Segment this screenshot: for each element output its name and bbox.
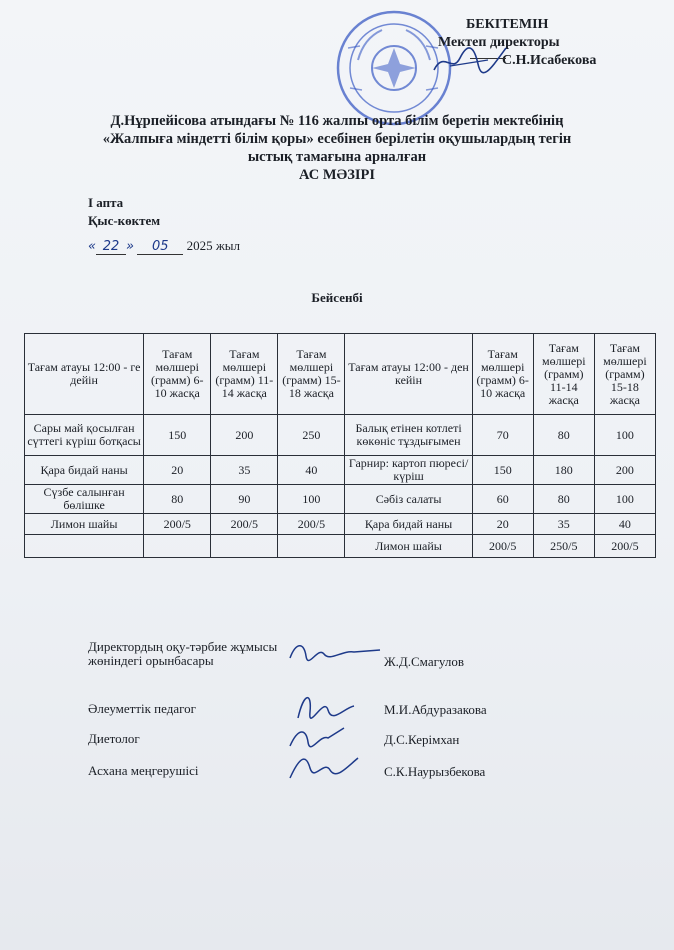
signature-role <box>88 640 277 668</box>
table-cell: 200/5 <box>594 535 655 558</box>
signature-name: М.И.Абдуразакова <box>384 702 487 717</box>
table-cell: 40 <box>594 514 655 535</box>
header-cell: Тағам мөлшері (грамм) 6-10 жасқа <box>144 334 211 415</box>
table-cell: 200 <box>211 415 278 456</box>
table-cell: Сары май қосылған сүттегі күріш ботқасы <box>25 415 144 456</box>
director-signature-icon <box>430 40 510 80</box>
table-cell: 80 <box>144 485 211 514</box>
signature-role <box>88 732 140 746</box>
signature-name: Д.С.Керімхан <box>384 732 460 747</box>
table-cell: 40 <box>278 456 345 485</box>
title-line-4: АС МӘЗІРІ <box>298 167 376 183</box>
signature-icon <box>284 636 384 670</box>
table-cell <box>211 535 278 558</box>
table-cell: 250/5 <box>533 535 594 558</box>
header-cell: Тағам атауы 12:00 - ге дейін <box>25 334 144 415</box>
table-cell <box>25 535 144 558</box>
document-title <box>40 112 634 184</box>
table-row <box>25 535 656 558</box>
table-cell: 90 <box>211 485 278 514</box>
approval-name: С.Н.Исабекова <box>502 53 597 68</box>
week-label: І апта <box>88 195 124 210</box>
approval-heading: БЕКІТЕМІН <box>466 17 549 32</box>
title-line-3: ыстық тамағына арналған <box>247 149 427 165</box>
season-label: Қыс-көктем <box>88 213 161 228</box>
title-line-2: «Жалпыға міндетті білім қоры» есебінен берілетін оқушылардың тегін <box>102 131 572 147</box>
header-cell: Тағам атауы 12:00 - ден кейін <box>345 334 472 415</box>
table-cell <box>144 535 211 558</box>
table-cell: 80 <box>533 485 594 514</box>
date-day: 22 <box>96 239 126 255</box>
header-cell: Тағам мөлшері (грамм) 6-10 жасқа <box>472 334 533 415</box>
header-cell: Тағам мөлшері (грамм) 15-18 жасқа <box>278 334 345 415</box>
menu-meta <box>88 194 160 230</box>
table-cell: Лимон шайы <box>25 514 144 535</box>
table-row <box>25 514 656 535</box>
signature-role-line: Диетолог <box>88 731 140 746</box>
table-row <box>25 485 656 514</box>
table-cell: 200 <box>594 456 655 485</box>
date-year: 2025 <box>186 238 213 253</box>
table-cell: Қара бидай наны <box>25 456 144 485</box>
table-cell: 250 <box>278 415 345 456</box>
menu-table <box>24 333 656 558</box>
header-cell: Тағам мөлшері (грамм) 15-18 жасқа <box>594 334 655 415</box>
table-cell: 80 <box>533 415 594 456</box>
table-cell: Сәбіз салаты <box>345 485 472 514</box>
table-cell: 150 <box>472 456 533 485</box>
table-cell: 70 <box>472 415 533 456</box>
signature-role-line: Әлеуметтік педагог <box>88 701 196 716</box>
table-cell: Қара бидай наны <box>345 514 472 535</box>
table-cell <box>278 535 345 558</box>
signature-icon <box>284 722 354 752</box>
header-cell: Тағам мөлшері (грамм) 11-14 жасқа <box>533 334 594 415</box>
table-cell: 100 <box>278 485 345 514</box>
table-cell: 100 <box>594 485 655 514</box>
table-row <box>25 456 656 485</box>
table-cell: Сүзбе салынған бөлішке <box>25 485 144 514</box>
table-cell: 20 <box>472 514 533 535</box>
signature-role <box>88 702 196 716</box>
table-header-row <box>25 334 656 415</box>
table-cell: 200/5 <box>211 514 278 535</box>
date-suffix: жыл <box>215 238 241 253</box>
title-line-1: Д.Нұрпейісова атындағы № 116 жалпы орта білім беретін мектебінің <box>110 113 564 129</box>
date-line <box>88 238 240 255</box>
table-cell: Балық етінен котлеті көкөніс тұздығымен <box>345 415 472 456</box>
table-cell: 150 <box>144 415 211 456</box>
date-open-quote: « <box>88 239 97 254</box>
date-month: 05 <box>137 239 183 255</box>
signature-role <box>88 764 198 778</box>
table-cell: 20 <box>144 456 211 485</box>
table-row <box>25 415 656 456</box>
table-cell: Гарнир: картоп пюресі/ күріш <box>345 456 472 485</box>
approval-position: Мектеп директоры <box>438 35 560 50</box>
date-close-quote: » <box>126 239 135 254</box>
signature-name: С.К.Наурызбекова <box>384 764 486 779</box>
table-cell: 200/5 <box>472 535 533 558</box>
signature-role-line: Директордың оқу-тәрбие жұмысы <box>88 639 278 654</box>
table-cell: 180 <box>533 456 594 485</box>
signature-name: Ж.Д.Смагулов <box>384 654 464 669</box>
table-cell: 35 <box>211 456 278 485</box>
signature-icon <box>284 688 364 724</box>
table-cell: 200/5 <box>278 514 345 535</box>
table-cell: 35 <box>533 514 594 535</box>
signature-icon <box>284 750 364 784</box>
signature-role-line: Асхана меңгерушісі <box>88 763 199 778</box>
table-cell: 200/5 <box>144 514 211 535</box>
weekday-label: Бейсенбі <box>311 290 363 305</box>
header-cell: Тағам мөлшері (грамм) 11-14 жасқа <box>211 334 278 415</box>
table-cell: 100 <box>594 415 655 456</box>
table-cell: Лимон шайы <box>345 535 472 558</box>
table-cell: 60 <box>472 485 533 514</box>
signature-role-line: жөніндегі орынбасары <box>88 653 214 668</box>
